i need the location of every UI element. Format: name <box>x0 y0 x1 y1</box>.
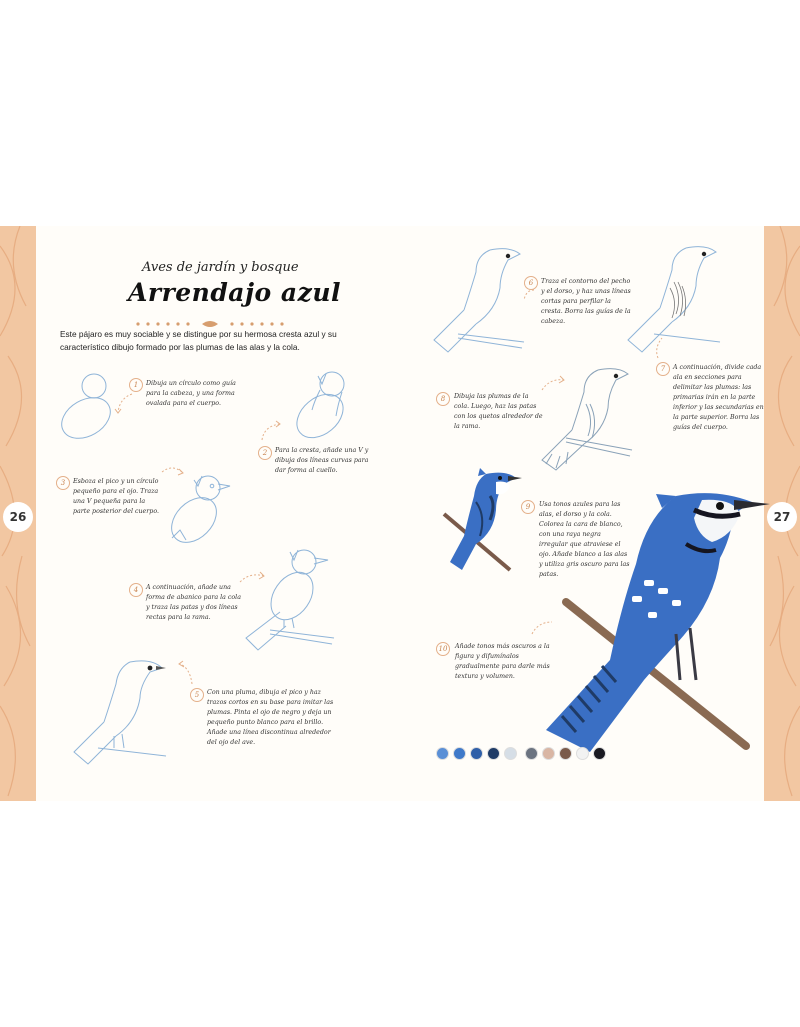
palette-swatch <box>525 747 538 760</box>
step7-arrow <box>650 336 668 360</box>
section-heading: Aves de jardín y bosque <box>142 260 299 275</box>
step3-number: 3 <box>56 476 70 490</box>
step7-number: 7 <box>656 362 670 376</box>
step2-text: Para la cresta, añade una V y dibuja dos líneas curvas para dar forma al cuello. <box>275 447 369 474</box>
step5-sketch <box>70 656 168 766</box>
step7-text: A continuación, divide cada ala en secciones para delimitar las plumas: las primarias irán en la parte inferior y las secundarias en la parte superior. Borra las guías del cuerpo. <box>673 364 764 431</box>
step8-number: 8 <box>436 392 450 406</box>
step9-colored-bird <box>440 466 526 574</box>
step4-text: A continuación, añade una forma de abanico para la cola y traza las patas y dos líneas rectas para la rama. <box>146 584 241 621</box>
palette-swatch <box>593 747 606 760</box>
page-title: Arrendajo azul <box>128 278 341 307</box>
step1-sketch <box>56 372 120 442</box>
step3-text: Esboza el pico y un círculo pequeño para el ojo. Traza una V pequeña para la parte posterior del cuerpo. <box>73 478 159 515</box>
step9-number: 9 <box>521 500 535 514</box>
step9-text: Usa tonos azules para las alas, el dorso y la cola. Colorea la cara de blanco, con una raya negra irregular que atraviese el ojo. Añade blanco a las alas y utiliza gris oscuro para las patas. <box>539 501 630 578</box>
step5-number: 5 <box>190 688 204 702</box>
step2-sketch <box>292 370 354 442</box>
step2-number: 2 <box>258 446 272 460</box>
palette-swatch <box>542 747 555 760</box>
step5-arrow <box>176 660 198 686</box>
page-number-right: 27 <box>767 502 797 532</box>
palette-swatch <box>453 747 466 760</box>
intro-paragraph: Este pájaro es muy sociable y se distingue por su hermosa cresta azul y su característico dibujo formado por las plumas de las alas y la cola. <box>60 329 337 352</box>
step2-arrow <box>258 422 282 442</box>
palette-swatch <box>436 747 449 760</box>
step5-text: Con una pluma, dibuja el pico y haz trazos cortos en su base para imitar las plumas. Pinta el ojo de negro y deja un pequeño punto blanco para el brillo. Añade una línea discontinua alrededor del ojo del ave. <box>207 689 334 746</box>
step6-number: 6 <box>524 276 538 290</box>
palette-swatch <box>559 747 572 760</box>
step8-sketch <box>538 364 634 474</box>
step4-arrow <box>238 570 266 584</box>
step10-text: Añade tonos más oscuros a la figura y difumínalos gradualmente para darle más textura y volumen. <box>455 643 550 680</box>
step1-text: Dibuja un círculo como guía para la cabeza, y una forma ovalada para el cuerpo. <box>146 380 236 407</box>
step4-number: 4 <box>129 583 143 597</box>
step3-sketch <box>166 472 232 548</box>
page-number-left: 26 <box>3 502 33 532</box>
step4-sketch <box>240 546 336 654</box>
step10-arrow <box>530 620 554 636</box>
palette-swatch <box>487 747 500 760</box>
book-spread <box>0 226 800 801</box>
title-ornament <box>132 314 288 324</box>
palette-swatch <box>576 747 589 760</box>
step1-arrow <box>114 392 134 416</box>
final-blue-jay-illustration <box>526 484 774 768</box>
palette-swatch <box>470 747 483 760</box>
step6-sketch <box>430 244 526 354</box>
step6-text: Traza el contorno del pecho y el dorso, y haz unas líneas cortas para perfilar la cresta. Borra las guías de la cabeza. <box>541 278 631 325</box>
palette-swatch <box>504 747 517 760</box>
step10-number: 10 <box>436 642 450 656</box>
step7-sketch <box>624 242 722 354</box>
color-palette <box>436 747 706 763</box>
step1-number: 1 <box>129 378 143 392</box>
step8-text: Dibuja las plumas de la cola. Luego, haz las patas con los quetos alrededor de la rama. <box>454 393 543 430</box>
